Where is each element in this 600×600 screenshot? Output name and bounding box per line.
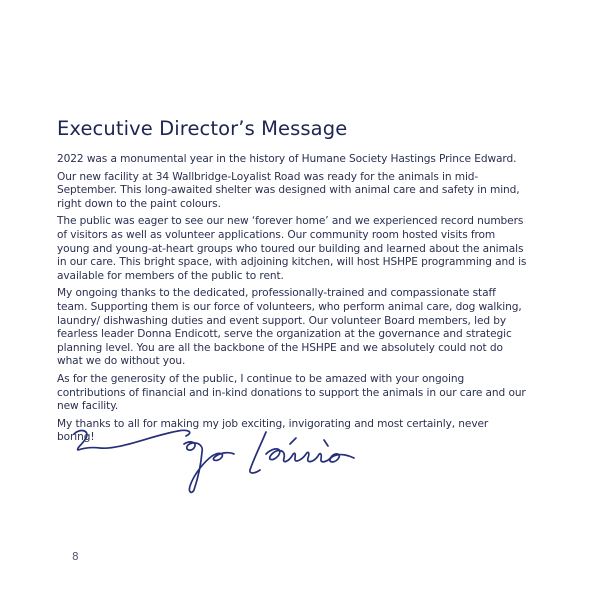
paragraph: 2022 was a monumental year in the history of Humane Society Hastings Prince Edward. [57,153,517,165]
page-number: 8 [72,551,79,563]
page-title: Executive Director’s Message [57,117,348,140]
paragraph: The public was eager to see our new ‘forever home’ and we experienced record numbers of visitors as well as volunteer applications. Our community room hosted visits from young and young-at-heart groups who toured our building and learned about the animals in our care. This bright space, with adjoining kitchen, will host HSHPE programming and is available for members of the public to rent. [57,215,527,282]
paragraph: As for the generosity of the public, I continue to be amazed with your ongoing contributions of financial and in-kind donations to support the animals in our care and our new facility. [57,372,526,413]
signature-image [70,418,360,498]
paragraph: Our new facility at 34 Wallbridge-Loyalist Road was ready for the animals in mid-September. This long-awaited shelter was designed with animal care and safety in mind, right down to the paint colours. [57,170,520,210]
message-content [57,116,527,449]
paragraph: My thanks to all for making my job exciting, invigorating and most certainly, never boring! [57,417,489,444]
paragraph: My ongoing thanks to the dedicated, professionally-trained and compassionate staff team. Supporting them is our force of volunteers, who perform animal care, dog walking, laundry/ dishwashing duties and event support. Our volunteer Board members, led by fearless leader Donna Endicott, serve the organization at the governance and strategic planning level. You are all the backbone of the HSHPE and we absolutely could not do what we do without you. [57,287,522,368]
